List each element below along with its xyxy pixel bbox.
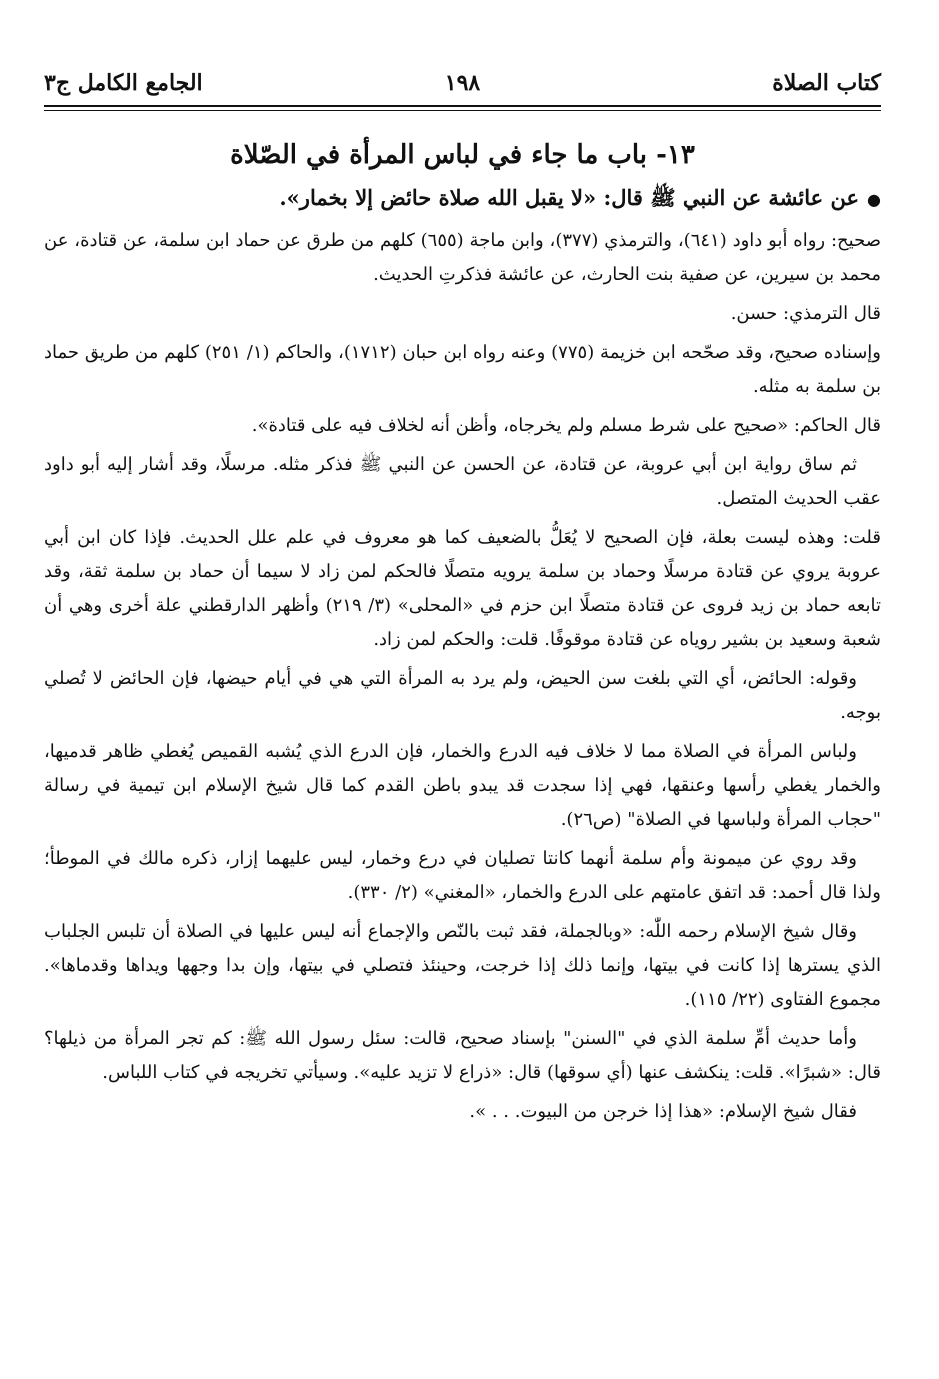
header-rule [44, 105, 881, 111]
hadith-body: عن عائشة عن النبي ﷺ قال: «لا يقبل الله صلاة حائض إلا بخمار». [279, 185, 860, 210]
page-header [44, 0, 881, 112]
paragraph: وأما حديث أمِّ سلمة الذي في "السنن" بإسناد صحيح، قالت: سئل رسول الله ﷺ: كم تجر المرأة من ذيلها؟ قال: «شبرًا». قلت: ينكشف عنها (أي سوقها) قال: «ذراع لا تزيد عليه». وسيأتي تخريجه في كتاب اللباس. [44, 1028, 881, 1083]
paragraph: ولباس المرأة في الصلاة مما لا خلاف فيه الدرع والخمار، فإن الدرع الذي يُشبه القميص يُغطي ظاهر قدميها، والخمار يغطي رأسها وعنقها، فهي إذا سجدت قد يبدو باطن القدم كما قال شيخ الإسلام ابن تيمية في رسالة "حجاب المرأة ولباسها في الصلاة" (ص٢٦). [44, 741, 881, 830]
paragraph: وقد روي عن ميمونة وأم سلمة أنهما كانتا تصليان في درع وخمار، ليس عليهما إزار، ذكره مالك في الموطأ؛ ولذا قال أحمد: قد اتفق عامتهم على الدرع والخمار، «المغني» (٢/ ٣٣٠). [44, 848, 881, 903]
paragraph: ثم ساق رواية ابن أبي عروبة، عن قتادة، عن الحسن عن النبي ﷺ فذكر مثله. مرسلًا، وقد أشار إليه أبو داود عقب الحديث المتصل. [44, 454, 881, 509]
paragraph: قلت: وهذه ليست بعلة، فإن الصحيح لا يُعَلُّ بالضعيف كما هو معروف في علم علل الحديث. فإذا كان ابن أبي عروبة يروي عن قتادة مرسلًا وحماد بن سلمة يرويه متصلًا فالحكم لمن زاد لا سيما أن حماد بن سلمة ثقة، وقد تابعه حماد بن زيد فروى عن قتادة متصلًا ابن حزم في «المحلى» (٣/ ٢١٩) وأظهر الدارقطني علة أخرى وهي أن شعبة وسعيد بن بشير روياه عن قتادة موقوفًا. قلت: والحكم لمن زاد. [44, 527, 881, 650]
paragraph: قال الترمذي: حسن. [730, 303, 881, 324]
paragraph: وقوله: الحائض، أي التي بلغت سن الحيض، ولم يرد به المرأة التي هي في أيام حيضها، فإن الحائض لا تُصلي بوجه. [44, 668, 881, 723]
paragraph: فقال شيخ الإسلام: «هذا إذا خرجن من البيوت. . . ». [469, 1101, 857, 1122]
book-title: كتاب الصلاة [772, 70, 881, 96]
paragraph: صحيح: رواه أبو داود (٦٤١)، والترمذي (٣٧٧)، وابن ماجة (٦٥٥) كلهم من طرق عن حماد ابن سلمة، عن قتادة، عن محمد بن سيرين، عن صفية بنت الحارث، عن عائشة فذكرتِ الحديث. [44, 230, 881, 285]
chapter-title: ١٣- باب ما جاء في لباس المرأة في الصّلاة [230, 140, 695, 170]
paragraph: وإسناده صحيح، وقد صحّحه ابن خزيمة (٧٧٥) وعنه رواه ابن حبان (١٧١٢)، والحاكم (١/ ٢٥١) كلهم من طريق حماد بن سلمة به مثله. [44, 342, 881, 397]
volume-title: الجامع الكامل ج٣ [44, 70, 203, 96]
page-number: ١٩٨ [444, 70, 481, 96]
bullet-icon: ● [867, 190, 881, 209]
paragraph: وقال شيخ الإسلام رحمه اللّٰه: «وبالجملة، فقد ثبت بالنّص والإجماع أنه ليس عليها في الصلاة أن تلبس الجلباب الذي يسترها إذا كانت في بيتها، وإنما ذلك إذا خرجت، وحينئذ فتصلي في بيتها، وإن بدا وجهها ويداها وقدماها». مجموع الفتاوى (٢٢/ ١١٥). [44, 921, 881, 1010]
hadith-text [44, 180, 881, 218]
paragraph: قال الحاكم: «صحيح على شرط مسلم ولم يخرجاه، وأظن أنه لخلاف فيه على قتادة». [251, 415, 881, 436]
